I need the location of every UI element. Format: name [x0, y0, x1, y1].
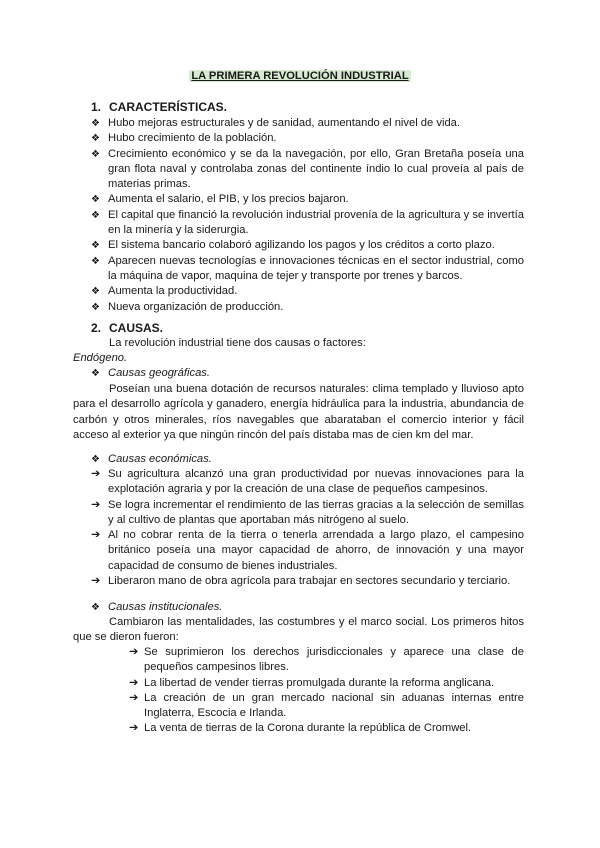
- list-item: ➔ Al no cobrar renta de la tierra o tenerla arrendada a largo plazo, el campesino británico poseía una mayor capacidad de ahorro, de innovación y una mayor capacidad de consumo de bienes industriales.: [91, 529, 524, 572]
- list-item: ➔ La venta de tierras de la Corona durante la república de Cromwel.: [129, 721, 524, 736]
- section-heading-caracteristicas: [91, 100, 227, 114]
- endogeno-label: Endógeno.: [73, 352, 128, 364]
- list-item: ➔ Su agricultura alcanzó una gran productividad por nuevas innovaciones para la explotación agraria y por la creación de una clase de pequeños campesinos.: [91, 468, 524, 496]
- list-item: ➔ Se logra incrementar el rendimiento de las tierras gracias a la selección de semillas y al cultivo de plantas que aportaban más nitrógeno al suelo.: [91, 498, 524, 526]
- causas-intro: La revolución industrial tiene dos causas o factores:: [109, 337, 366, 349]
- section-number: 2.: [91, 321, 102, 335]
- diamond-bullet-icon: ❖: [91, 209, 100, 221]
- section-title: CAUSAS.: [109, 321, 164, 335]
- arrow-right-icon: ➔: [129, 676, 139, 689]
- causas-institucionales-list: [129, 645, 524, 737]
- document-title: [0, 70, 600, 82]
- arrow-right-icon: ➔: [91, 529, 101, 542]
- causas-geograficas-text: Poseían una buena dotación de recursos naturales: clima templado y lluvioso apto para el desarrollo agrícola y ganadero, energía hidráulica para la industria, abundancia de carbón y otros minerales, ríos navegables que abarataban el comercio interior y fácil acceso al exterior ya que ningún rincón del país distaba mas de cien km del mar.: [73, 383, 524, 441]
- list-item: ❖ Hubo mejoras estructurales y de sanidad, aumentando el nivel de vida.: [91, 116, 524, 131]
- list-item: ❖ El capital que financió la revolución industrial provenía de la agricultura y se invertía en la minería y la siderurgia.: [91, 208, 524, 237]
- diamond-bullet-icon: ❖: [91, 240, 100, 252]
- list-item: ❖ Aparecen nuevas tecnologías e innovaciones técnicas en el sector industrial, como la máquina de vapor, maquina de tejer y transporte por trenes y barcos.: [91, 254, 524, 282]
- list-item: ❖ Aumenta el salario, el PIB, y los precios bajaron.: [91, 192, 524, 207]
- causas-institucionales-text: Cambiaron las mentalidades, las costumbres y el marco social. Los primeros hitos que se dieron fueron:: [73, 616, 524, 644]
- diamond-bullet-icon: ❖: [91, 602, 100, 613]
- list-item: ➔ Liberaron mano de obra agrícola para trabajar en sectores secundario y terciario.: [91, 574, 524, 589]
- arrow-right-icon: ➔: [91, 575, 101, 588]
- arrow-right-icon: ➔: [91, 498, 101, 511]
- diamond-bullet-icon: ❖: [91, 194, 100, 206]
- causas-economicas-list: [91, 467, 524, 589]
- diamond-bullet-icon: ❖: [91, 286, 100, 298]
- diamond-bullet-icon: ❖: [91, 454, 100, 465]
- arrow-right-icon: ➔: [129, 722, 139, 735]
- document-title-text: LA PRIMERA REVOLUCIÓN INDUSTRIAL: [191, 70, 409, 82]
- list-item: ❖ Hubo crecimiento de la población.: [91, 131, 524, 146]
- list-item: ❖ Aumenta la productividad.: [91, 284, 524, 299]
- diamond-bullet-icon: ❖: [91, 118, 100, 129]
- causas-economicas-heading: ❖ Causas económicas.: [91, 452, 212, 467]
- diamond-bullet-icon: ❖: [91, 148, 100, 160]
- section-title: CARACTERÍSTICAS.: [109, 100, 228, 114]
- section-heading-causas: [91, 321, 163, 335]
- list-item: ➔ La libertad de vender tierras promulgada durante la reforma anglicana.: [129, 676, 524, 691]
- caracteristicas-list: [91, 116, 524, 315]
- diamond-bullet-icon: ❖: [91, 368, 100, 379]
- section-number: 1.: [91, 100, 102, 114]
- causas-geograficas-heading: ❖ Causas geográficas.: [91, 366, 210, 381]
- list-item: ❖ Crecimiento económico y se da la navegación, por ello, Gran Bretaña poseía una gran flota naval y controlaba zonas del continente índio lo cual proveía al país de materias primas.: [91, 147, 524, 191]
- diamond-bullet-icon: ❖: [91, 301, 100, 313]
- arrow-right-icon: ➔: [129, 646, 139, 658]
- list-item: ❖ El sistema bancario colaboró agilizando los pagos y los créditos a corto plazo.: [91, 238, 524, 253]
- arrow-right-icon: ➔: [91, 468, 101, 480]
- list-item: ➔ Se suprimieron los derechos jurisdiccionales y aparece una clase de pequeños campesinos libres.: [129, 646, 524, 674]
- diamond-bullet-icon: ❖: [91, 133, 100, 145]
- diamond-bullet-icon: ❖: [91, 255, 100, 267]
- list-item: ➔ La creación de un gran mercado nacional sin aduanas internas entre Inglaterra, Escocia e Irlanda.: [129, 691, 524, 720]
- list-item: ❖ Nueva organización de producción.: [91, 300, 524, 315]
- arrow-right-icon: ➔: [129, 691, 139, 704]
- causas-institucionales-heading: ❖ Causas institucionales.: [91, 600, 222, 615]
